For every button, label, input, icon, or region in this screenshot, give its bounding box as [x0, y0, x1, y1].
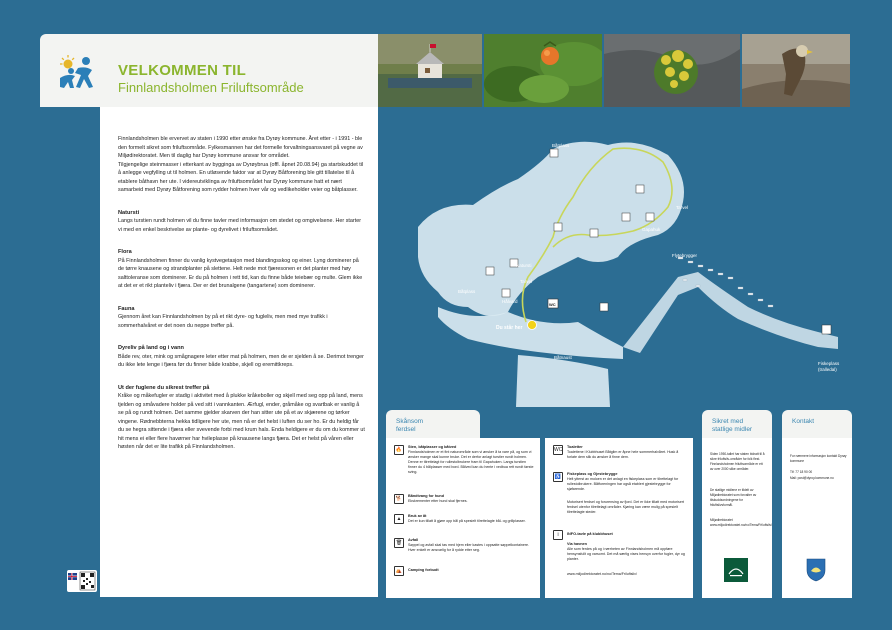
text-panel: [100, 107, 378, 597]
section-text: Kråke og måkefugler er stadig i aktivitet med å plukke kråkeboller og skjell med seg opp på land, mens tjelden og småvadere holder på ved sitt i vannkanten. Ærfugl, ender, gråmåke og svartbak er vanlig å se på og rundt holmen. Det samme gjelder skarven der han sitter ute på et av skjærene og tørker vingene. Rødnebbterna hekka tidligere her ute, men nå er det helst i luften du ser ho. Er du heldig får du se hegra sittende i fjæra eller svevende forbi med krum hals. Enda heldigere er du om du kommer ut hit mens ei eller flere havørner har hvileplasse på knausene langs fjæra. Det er helst på våren eller høsten når det er lite trafikk på Finnlandsholmen.: [118, 393, 365, 450]
fishing-icon: ♿: [554, 474, 562, 480]
intro-paragraph: Finnlandsholmen ble ervervet av staten i 1990 etter ønske fra Dyrøy kommune. Året etter - i 1991 - ble den formelt sikret som friluftsområde. Fylkesmannen har det formelle forvaltningsansvaret på vegne av Miljødirektoratet. Men til daglig har Dyrøy kommune ansvar for området.: [118, 136, 363, 159]
section-text: På Finnlandsholmen finner du vanlig kystvegetasjon med blandingsskog og einer. Lyng dominerer på de tørre knausene og strandplanter på slettene. Helt nede mot fjæresonen er det planter med høy salttoleranse som dominerer. Er du på holmen i rett tid, kan du finne både teiebær og multe. Glem ikke at det er et rikt planteliv i fjæra. Der er det brunalgene (tangartene) som dominerer.: [118, 257, 363, 289]
map-panel: [378, 107, 856, 407]
map-label-wc: WC: [549, 302, 556, 307]
website-link[interactable]: www.miljodirektoratet.no/no/Tema/Friluftsliv/: [567, 572, 637, 576]
section-heading: Fauna: [118, 305, 135, 312]
info-box-sikret: Siden 1950-tallet har staten bidratt til å sikre friluftsliv-områder for folk flest. Finnlandsholmen friluftsområde er ett av over 2000 slike områder. De statlige midlene er tildelt av Miljødirektoratet som forvalter av tilskuddsordningene for friluftslivsformål. Miljødirektoratet www.miljodirektoratet.no/no/Tema/Friluftsliv/: [702, 438, 772, 598]
section-heading: Ut der fuglene du sikrest treffer på: [118, 384, 210, 391]
info-icon: i: [553, 530, 563, 540]
you-are-here-marker: [528, 321, 537, 330]
breakwater: [623, 272, 838, 353]
section-text: Gjennom året kan Finnlandsholmen by på et rikt dyre- og fugleliv, men med mye trafikk i sommerhalvåret er det noen du neppe treffer på.: [118, 314, 328, 329]
no-camping-icon: ⛺: [395, 568, 403, 574]
map-label-gapahuk: Gapahuk: [642, 227, 661, 232]
info-box-kontakt: For nærmere informasjon kontakt Dyrøy kommune Tlf: 77 18 90 00 Mail: post@dyroy.kommune.no: [782, 438, 852, 598]
photo-cabin: [378, 34, 482, 107]
mainland-shore: [516, 355, 610, 407]
section-heading: Dyreliv på land og i vann: [118, 345, 184, 351]
map-label-fishing-line1: Fiskeplass: [818, 361, 840, 366]
info-title-sikret: Sikret med statlige midler: [712, 418, 753, 433]
info-title-kontakt: Kontakt: [792, 418, 815, 425]
info-tab-kontakt: [782, 410, 852, 440]
qr-code-icon: [67, 570, 97, 592]
dog-icon: 🐕: [395, 496, 403, 502]
map-label-fishing-line2: (tralledal): [818, 367, 837, 372]
page-title: VELKOMMEN TIL: [118, 62, 247, 79]
contact-email[interactable]: Mail: post@dyroy.kommune.no: [790, 476, 834, 480]
header-banner: [40, 34, 378, 107]
photo-roseroot: [604, 34, 740, 107]
fire-rule-icon: ▲: [394, 514, 404, 524]
map-label-boathouse: Båtnaust: [554, 355, 572, 360]
section-heading: Flora: [118, 249, 132, 255]
photo-cloudberry: [484, 34, 602, 107]
map-label-natursti: Natursti: [516, 263, 532, 268]
campfire-icon: 🔥: [395, 447, 403, 453]
text-column: [118, 135, 366, 460]
wc-icon: WC: [554, 447, 563, 453]
dyroy-coat-of-arms-icon: [806, 558, 826, 582]
island-map: [378, 107, 856, 407]
section-text: Langs turstien rundt holmen vil du finne tavler med informasjon om stedet og omgivelsene. Her starter vi med en enkel beskrivelse av plante- og dyrelivet i friluftsområdet.: [118, 218, 361, 233]
info-box-skansom: 🔥 Sten, båtplasser og båtved Finnlandsholmen er et fint naturområde som vi ønsker å ta vare på, og som vi ønsker mange skal kunne bruke. Det er derfor anlagt turstier rundt holmen. Denne er tilrettelagt for rullestolbrukere fram til Gapahuken. Langs turstien finner du 4 bålplasser med bord. Bålved kan du hente i vedbua rett rundt første sving. 🐕 Båndtvang for hund Ekskrementer etter hund skal fjernes. ▲ Bruk av åt Det er kun tillatt å gjøre opp bål på spesielt tilrettelagte bål- og grillplasser. 🗑 Avfall Søppel og avfall skal tas med hjem eller kastes i oppsatte søppelkontainere. Hver enkelt er ansvarlig for å rydde etter seg. ⛺ Camping forbudt: [386, 438, 540, 598]
section-heading: Natursti: [118, 209, 140, 216]
info-title-skansom: Skånsom ferdsel: [396, 418, 424, 433]
photo-strip: [378, 34, 856, 107]
info-tab-sikret: [702, 410, 772, 440]
miljodirektoratet-logo-icon: [724, 558, 748, 582]
map-label-tarvel-2: Tarvel: [676, 205, 689, 210]
map-label-you-are-here: Du står her: [496, 325, 523, 331]
section-text: Både rev, oter, mink og smågnagere leter etter mat på holmen, men de er sjelden å se. Derimot trenger du ikke lete lenge i fjæra før du finner både krabbe, skjell og eremittkreps.: [118, 353, 364, 368]
map-label-boatplace-left: Båtplass: [458, 289, 476, 294]
map-label-halvard: Hålvard: [502, 299, 518, 304]
map-label-floating-docks: Flytebrygger: [672, 253, 698, 258]
map-label-boatplace-top: Båtplass: [552, 143, 570, 148]
intro-paragraph: Tilgjengelige steinmasser i etterkant av bygginga av Dyrøybrua (offl. åpnet 20.08.94) ga startskuddet til å anlegge vegfylling ut til holmen. En utløsende faktor var at Dyrøy Båtforening ble gitt tillatelse til å etablere båthavn her ute. I videreutviklinga av friluftsområdet har Dyrøy kommune hatt et nært samarbeid med Dyrøy Båtforening som rydder holmen hver vår og vedlikeholder veier og båtplasser.: [118, 161, 364, 193]
causeway-land: [438, 307, 623, 359]
info-tab-skansom: [386, 410, 480, 440]
page-subtitle: Finnlandsholmen Friluftsområde: [118, 80, 304, 95]
photo-eagle: [742, 34, 850, 107]
trash-icon: 🗑: [395, 540, 403, 546]
friluftsliv-logo-icon: [56, 54, 100, 90]
info-box-facilities: WC Toaletter Toalettene i Klubbhuset Båtglim er åpne hele sommerhalvåret. Husk å forlate dem slik du ønsker å finne dem. ♿ Fiskeplass og Gjestebrygge Helt ytterst av moloen er det anlagt en fiskeplass som er tilrettelagt for rullestolbrukere. Båtforeningen har også etablert gjestebrygge for sjøfarende. Motorisert ferdsel og forurensing av fjord. Det er ikke tillatt med motorisert ferdsel utenfor tilrettelagt områder. Kjøring kan være mulig på spesielt tilrettelagte steder. i INFO-tavle på klubbhuset Via havnen Alle som ferdes på og i nærheten av Finnlandsholmen må oppføre hensynsfullt og varsomt. Det må særlig vises hensyn overfor fugler, dyr og planter. www.miljodirektoratet.no/no/Tema/Friluftsliv/: [545, 438, 693, 598]
map-label-tarvel: Tarvel: [520, 279, 533, 284]
